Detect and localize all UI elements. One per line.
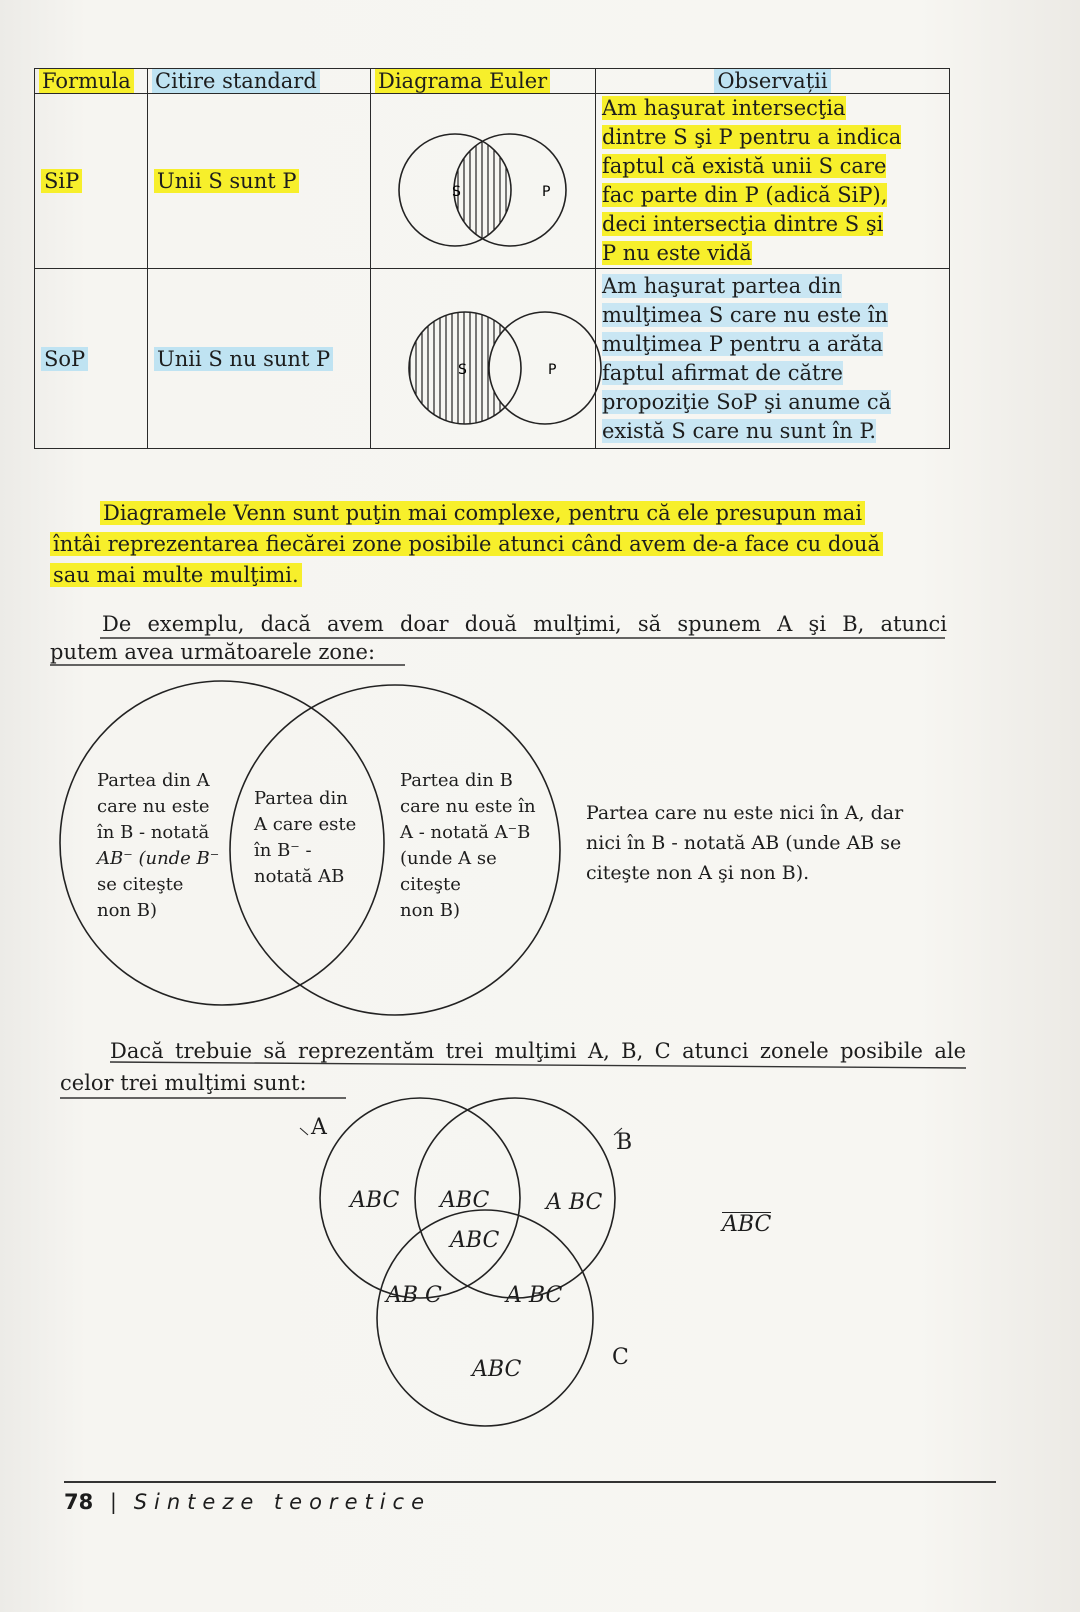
- footer-title: Sinteze teoretice: [133, 1490, 432, 1514]
- obs-line: dintre S şi P pentru a indica: [602, 125, 902, 149]
- euler-diagram-sip: [399, 134, 566, 246]
- zone-a-not-b-c: AB C: [386, 1283, 442, 1308]
- label-p: P: [548, 362, 557, 378]
- paragraph-example-2: putem avea următoarele zone:: [50, 640, 376, 664]
- paragraph-venn-intro-3: [50, 560, 302, 590]
- obs-line: P nu este vidă: [602, 241, 752, 265]
- zone-none: ABC: [722, 1212, 772, 1237]
- zone-line: nici în B - notată AB (unde AB se: [586, 832, 902, 854]
- zone-line: citeşte: [400, 874, 461, 895]
- zone-not-a-b-c: A BC: [506, 1283, 563, 1308]
- obs-line: fac parte din P (adică SiP),: [602, 183, 888, 207]
- zone-line: Partea din A: [97, 770, 210, 791]
- label-c: C: [612, 1345, 629, 1370]
- para-line: întâi reprezentarea fiecărei zone posibile atunci când avem de-a face cu două: [50, 532, 883, 556]
- zone-line: care nu este în: [400, 796, 536, 817]
- zone-outside: [586, 798, 903, 888]
- reading-sip: Unii S sunt P: [154, 169, 299, 193]
- obs-line: Am haşurat partea din: [602, 273, 842, 298]
- formula-sip: SiP: [41, 169, 82, 193]
- zone-line: se citeşte: [97, 874, 184, 895]
- zone-abc-top: ABC: [440, 1188, 490, 1213]
- zone-abc: ABC: [450, 1228, 500, 1253]
- zone-a-only: [97, 768, 219, 924]
- zone-line: notată AB: [254, 866, 345, 887]
- zone-not-a-bc: A BC: [546, 1190, 603, 1215]
- zone-line: AB⁻ (unde B⁻: [97, 848, 220, 869]
- obs-line: deci intersecţia dintre S şi: [602, 212, 884, 236]
- label-p: P: [542, 184, 551, 200]
- zone-line: (unde A se: [400, 848, 497, 869]
- formula-sop: SoP: [41, 347, 88, 371]
- obs-line: există S care nu sunt în P.: [602, 418, 877, 443]
- zone-b-only: [400, 768, 536, 924]
- zone-line: non B): [97, 900, 157, 921]
- label-b: B: [616, 1130, 633, 1155]
- euler-diagram-sop: [409, 312, 601, 424]
- obs-line: mulţimea S care nu este în: [602, 302, 889, 327]
- paragraph-three-sets-2: celor trei mulţimi sunt:: [60, 1071, 307, 1095]
- paragraph-venn-intro: [100, 498, 865, 528]
- zone-c-only: ABC: [472, 1357, 522, 1382]
- header-observations: Observații: [714, 69, 830, 93]
- para-line: sau mai multe mulţimi.: [50, 563, 302, 587]
- label-s: S: [458, 362, 467, 378]
- page-number: 78: [64, 1490, 94, 1514]
- reading-sop: Unii S nu sunt P: [154, 347, 333, 371]
- zone-line: Partea din: [254, 788, 348, 809]
- obs-line: propoziţie SoP şi anume că: [602, 389, 892, 414]
- para-line: Diagramele Venn sunt puţin mai complexe, pentru că ele presupun mai: [100, 501, 865, 525]
- tick: [300, 1128, 308, 1135]
- header-formula: Formula: [39, 69, 134, 93]
- footer: [64, 1490, 431, 1514]
- zone-line: citeşte non A şi non B).: [586, 862, 810, 884]
- obs-line: faptul că există unii S care: [602, 154, 887, 178]
- footer-separator: |: [109, 1490, 117, 1514]
- obs-line: Am haşurat intersecţia: [602, 96, 846, 120]
- label-a: A: [311, 1115, 327, 1140]
- zone-line: în B⁻ -: [254, 840, 312, 861]
- zone-line: Partea din B: [400, 770, 513, 791]
- zone-line: care nu este: [97, 796, 210, 817]
- paragraph-three-sets: Dacă trebuie să reprezentăm trei mulţimi A, B, C atunci zonele posibile ale: [110, 1039, 966, 1063]
- zone-ab: [254, 786, 356, 890]
- zone-line: A - notată A⁻B: [400, 822, 531, 843]
- label-s: S: [452, 184, 461, 200]
- zone-line: non B): [400, 900, 460, 921]
- zone-ab-not-c: ABC: [350, 1188, 400, 1213]
- zone-line: Partea care nu este nici în A, dar: [586, 802, 904, 824]
- obs-line: mulţimea P pentru a arăta: [602, 331, 883, 356]
- header-reading: Citire standard: [152, 69, 320, 93]
- obs-line: faptul afirmat de către: [602, 360, 843, 385]
- venn-three-sets: [300, 1098, 622, 1426]
- zone-line: A care este: [254, 814, 357, 835]
- footer-rule: [64, 1481, 996, 1483]
- paragraph-venn-intro-2: [50, 529, 883, 559]
- paragraph-example: De exemplu, dacă avem doar două mulţimi, să spunem A şi B, atunci: [102, 612, 947, 636]
- header-euler: Diagrama Euler: [375, 69, 550, 93]
- zone-line: în B - notată: [97, 822, 210, 843]
